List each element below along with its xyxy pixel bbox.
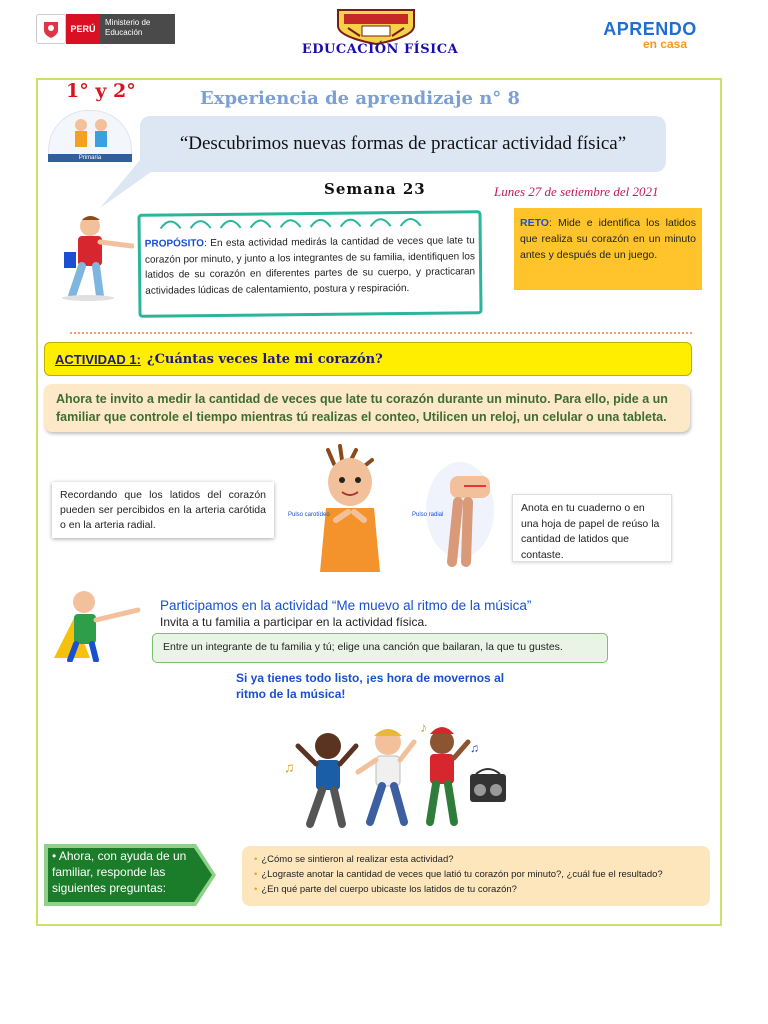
subject-title: EDUCACIÓN FÍSICA	[301, 42, 459, 57]
closing-questions-list	[254, 852, 698, 897]
svg-text:♪: ♪	[420, 719, 427, 735]
ministry-label: Ministerio de Educación	[100, 14, 175, 44]
week-label: Semana 23	[324, 180, 426, 198]
pulse-note: Recordando que los latidos del corazón pueden ser percibidos en la arteria carótida o en la arteria radial.	[52, 482, 274, 538]
challenge-label: RETO	[520, 217, 549, 229]
challenge-text: : Mide e identifica los latidos que realiza su corazón en un minuto antes y después de un juego.	[520, 217, 696, 261]
closing-prompt: • Ahora, con ayuda de un familiar, responde las siguientes preguntas:	[52, 849, 187, 895]
instruction-box: Ahora te invito a medir la cantidad de veces que late tu corazón durante un minuto. Para ello, pide a un familiar que controle el tiempo mientras tú realizas el conteo, Utilicen un reloj, un celular o una tableta.	[44, 384, 690, 432]
svg-text:♫: ♫	[284, 759, 295, 775]
brand-top: APRENDO	[603, 19, 697, 39]
ready-message: Si ya tienes todo listo, ¡es hora de movernos al ritmo de la música!	[236, 671, 505, 701]
participation-title: Participamos en la actividad “Me muevo al ritmo de la música”	[160, 598, 532, 613]
closing-question: • ¿En qué parte del cuerpo ubicaste los latidos de tu corazón?	[254, 882, 698, 897]
dotted-divider	[70, 332, 692, 334]
svg-text:♫: ♫	[470, 741, 479, 755]
date-label: Lunes 27 de setiembre del 2021	[494, 184, 659, 199]
purpose-box	[137, 210, 482, 318]
experience-title: Experiencia de aprendizaje n° 8	[200, 88, 521, 109]
main-quote: “Descubrimos nuevas formas de practicar actividad física”	[140, 116, 666, 172]
activity-1-label: ACTIVIDAD 1:	[55, 351, 141, 367]
carotid-pulse-label: Pulso carotídeo	[288, 512, 330, 518]
aprendo-en-casa-logo	[595, 20, 705, 50]
purpose-decoration	[150, 212, 450, 233]
purpose-text: : En esta actividad medirás la cantidad de veces que late tu corazón por minuto, y junto a los integrantes de su familia, identifiquen los latidos de su corazón en diferentes partes de su cuerpo, y practicaran actividades lúdicas de calentamiento, postura y respiración.	[144, 235, 476, 297]
participation-subtitle: Invita a tu familia a participar en la actividad física.	[160, 615, 428, 629]
level-label: Primaria	[48, 154, 132, 162]
peru-label: PERÚ	[66, 14, 100, 44]
peru-coat-of-arms-icon	[36, 14, 66, 44]
radial-pulse-label: Pulso radial	[412, 512, 444, 518]
teacher-pointing-illustration	[54, 212, 134, 302]
grade-label: 1° y 2°	[66, 80, 136, 102]
superhero-kid-illustration	[44, 588, 144, 662]
school-logo	[334, 6, 418, 46]
challenge-box	[514, 208, 702, 290]
activity-1-question: ¿Cuántas veces late mi corazón?	[146, 351, 383, 367]
closing-question: • ¿Lograste anotar la cantidad de veces que latió tu corazón por minuto?, ¿cuál fue el resultado?	[254, 867, 698, 882]
closing-question: • ¿Cómo se sintieron al realizar esta actividad?	[254, 852, 698, 867]
purpose-label: PROPÓSITO	[144, 238, 205, 250]
participation-instruction: Entre un integrante de tu familia y tú; elige una canción que bailaran, la que tu gustes.	[152, 633, 608, 663]
activity-1-banner	[44, 342, 692, 376]
brand-bottom: en casa	[642, 37, 688, 51]
dancing-kids-illustration	[270, 712, 510, 836]
closing-questions-box	[242, 846, 710, 906]
record-note: Anota en tu cuaderno o en una hoja de papel de reúso la cantidad de latidos que contaste.	[512, 494, 672, 562]
pulse-illustration	[282, 442, 502, 572]
